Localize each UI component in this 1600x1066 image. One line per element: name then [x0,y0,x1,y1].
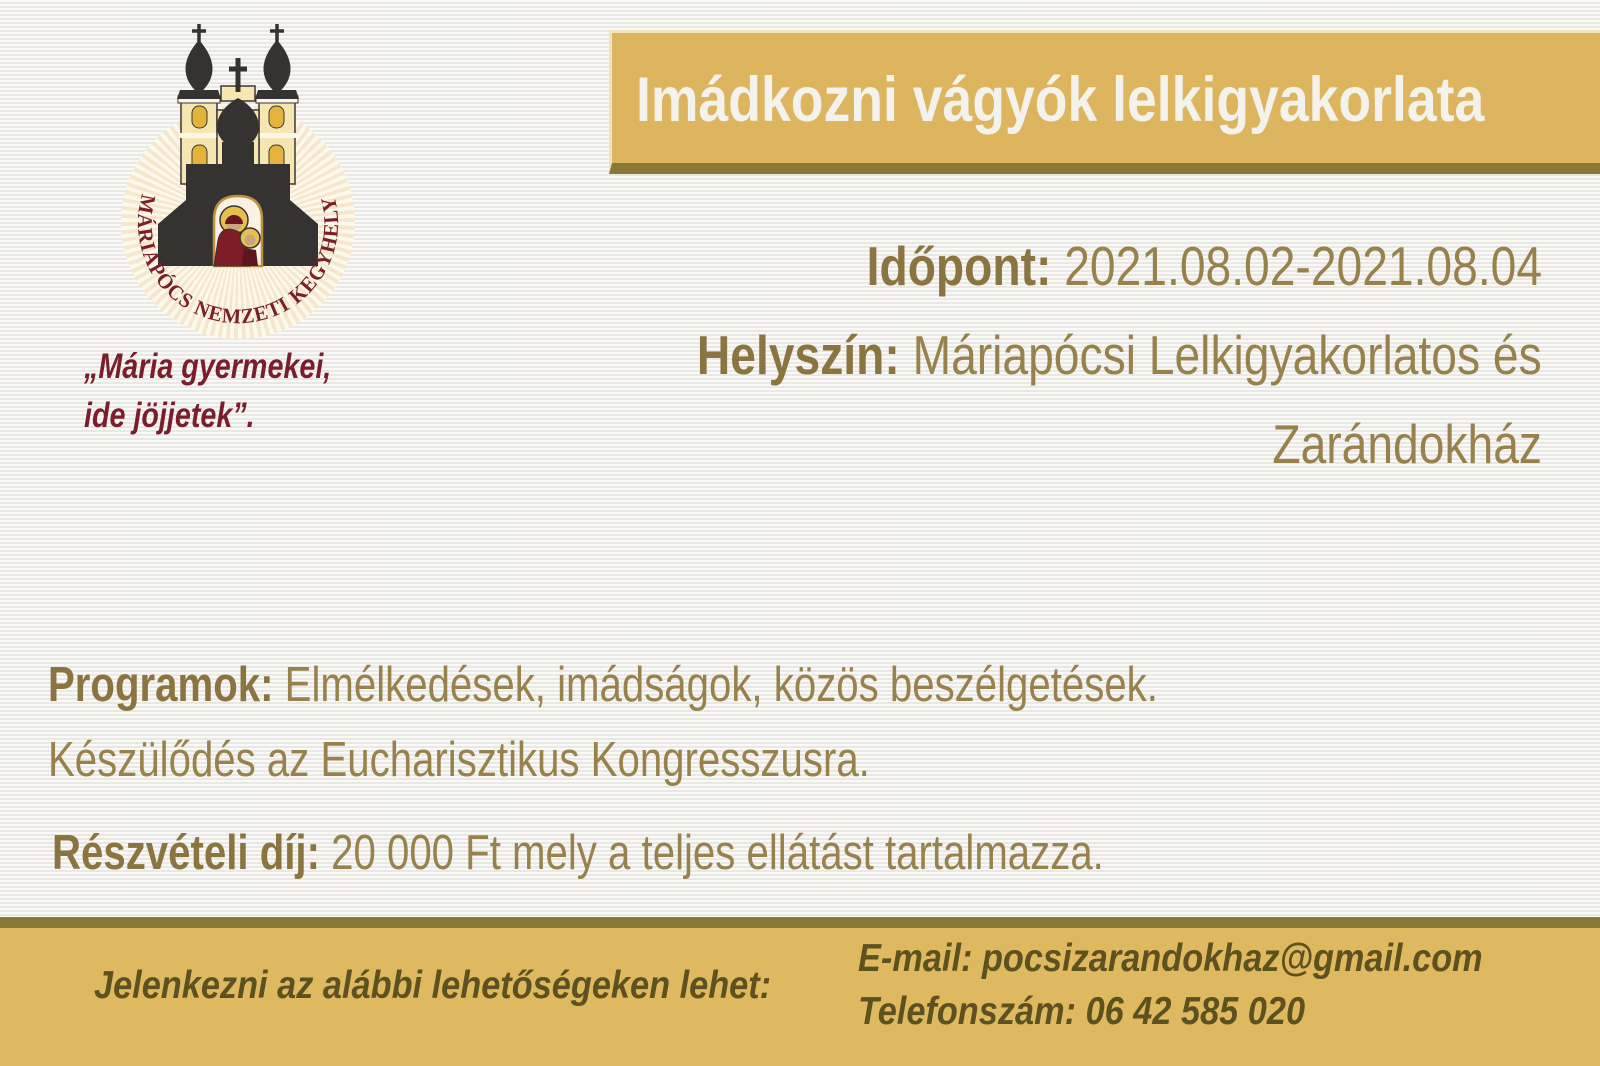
venue-value-line2: Zarándokház [1272,413,1542,475]
church-icon [108,12,368,342]
programs-line-2 [48,723,1402,798]
email-line [858,932,1483,985]
poster-title: Imádkozni vágyók lelkigyakorlata [636,65,1485,135]
fee-label: Részvételi díj: [52,826,320,880]
quote-line-2: ide jöjjetek”. [84,396,255,435]
programs-line-1 [48,648,1402,723]
logo-arc-text: MÁRIAPÓCS NEMZETI KEGYHELY [132,192,344,329]
fee-section [52,816,1335,891]
apply-text: Jelenkezni az alábbi lehetőségeken lehet: [94,964,772,1007]
programs-label: Programok: [48,658,274,712]
programs-line2-text: Készülődés az Eucharisztikus Kongresszusra. [48,733,870,787]
title-banner [609,30,1600,174]
venue-value-line1: Máriapócsi Lelkigyakorlatos és [900,324,1542,386]
venue-line-1 [536,311,1542,400]
phone-label: Telefonszám: [858,990,1086,1033]
mariapocs-logo [108,12,368,342]
email-label: E-mail: [858,937,982,980]
fee-value: 20 000 Ft mely a teljes ellátást tartalmazza. [319,826,1104,880]
event-details [536,222,1542,489]
footer-bar [0,917,1600,1066]
contact-block [858,932,1568,1038]
date-line [536,222,1542,311]
quote-line-1: „Mária gyermekei, [84,347,332,386]
fee-line [52,816,1335,891]
venue-line-2 [536,400,1542,489]
date-value: 2021.08.02-2021.08.04 [1051,235,1542,297]
logo-quote [84,342,386,440]
programs-value: Elmélkedések, imádságok, közös beszélgetések. [273,658,1158,712]
venue-label: Helyszín: [697,324,901,386]
programs-section [48,648,1402,798]
phone-line [858,985,1483,1038]
email-value: pocsizarandokhaz@gmail.com [981,937,1483,980]
date-label: Időpont: [866,235,1052,297]
phone-value: 06 42 585 020 [1085,990,1306,1033]
